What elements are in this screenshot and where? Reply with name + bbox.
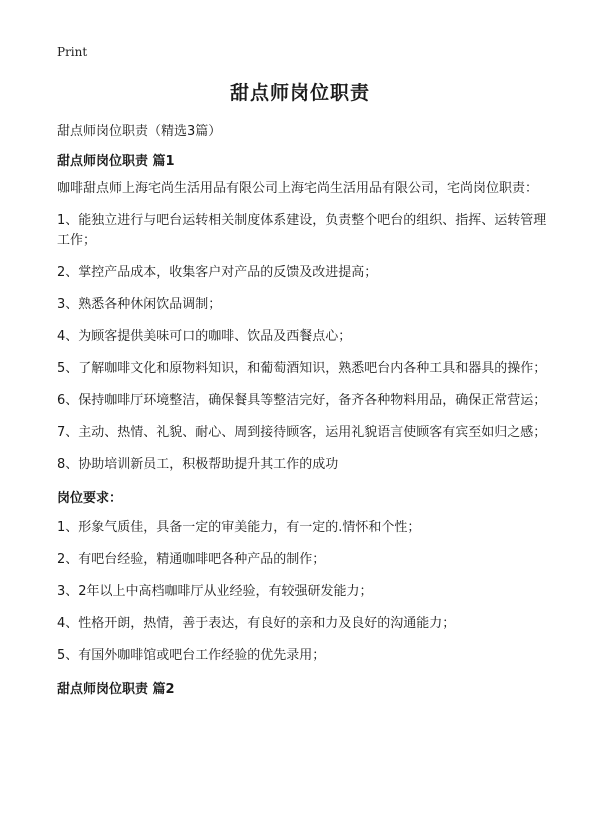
requirement-item	[57, 646, 553, 666]
print-label: Print	[57, 45, 88, 59]
section-1-heading: 甜点师岗位职责 篇1	[57, 154, 175, 169]
document-subtitle: 甜点师岗位职责（精选3篇）	[57, 124, 222, 139]
duty-item-text: 1、能独立进行与吧台运转相关制度体系建设，负责整个吧台的组织、指挥、运转管理工作；	[57, 213, 547, 248]
duty-item	[57, 455, 553, 475]
duty-item-text: 8、协助培训新员工，积极帮助提升其工作的成功	[57, 457, 339, 472]
requirement-item-text: 4、性格开朗，热情，善于表达，有良好的亲和力及良好的沟通能力；	[57, 616, 456, 631]
section-1-intro: 咖啡甜点师上海宅尚生活用品有限公司上海宅尚生活用品有限公司，宅尚岗位职责：	[57, 181, 539, 196]
duty-item	[57, 211, 553, 251]
document-title: 甜点师岗位职责	[229, 82, 370, 104]
document-body	[57, 150, 553, 709]
requirement-item-text: 2、有吧台经验，精通咖啡吧各种产品的制作；	[57, 552, 326, 567]
requirement-item-text: 1、形象气质佳，具备一定的审美能力，有一定的.情怀和个性；	[57, 520, 421, 535]
duty-item-text: 5、了解咖啡文化和原物料知识，和葡萄酒知识，熟悉吧台内各种工具和器具的操作；	[57, 361, 547, 376]
requirements-section	[57, 487, 553, 506]
duty-item-text: 4、为顾客提供美味可口的咖啡、饮品及西餐点心；	[57, 329, 352, 344]
requirements-heading: 岗位要求：	[57, 491, 123, 506]
duty-item	[57, 263, 553, 283]
requirement-item	[57, 614, 553, 634]
requirement-item-text: 5、有国外咖啡馆或吧台工作经验的优先录用；	[57, 648, 326, 663]
duty-item	[57, 359, 553, 379]
duty-item-text: 3、熟悉各种休闲饮品调制；	[57, 297, 222, 312]
duty-item	[57, 327, 553, 347]
duty-item-text: 6、保持咖啡厅环境整洁，确保餐具等整洁完好，备齐各种物料用品，确保正常营运；	[57, 393, 547, 408]
duty-item	[57, 423, 553, 443]
section-2	[57, 678, 553, 697]
duty-item	[57, 391, 553, 411]
requirement-item	[57, 518, 553, 538]
duty-item-text: 2、掌控产品成本，收集客户对产品的反馈及改进提高；	[57, 265, 378, 280]
duty-item-text: 7、主动、热情、礼貌、耐心、周到接待顾客，运用礼貌语言使顾客有宾至如归之感；	[57, 425, 547, 440]
duty-item	[57, 295, 553, 315]
section-1	[57, 150, 553, 199]
section-2-heading: 甜点师岗位职责 篇2	[57, 682, 175, 697]
requirement-item	[57, 582, 553, 602]
requirement-item-text: 3、2年以上中高档咖啡厅从业经验，有较强研发能力；	[57, 584, 373, 599]
requirement-item	[57, 550, 553, 570]
